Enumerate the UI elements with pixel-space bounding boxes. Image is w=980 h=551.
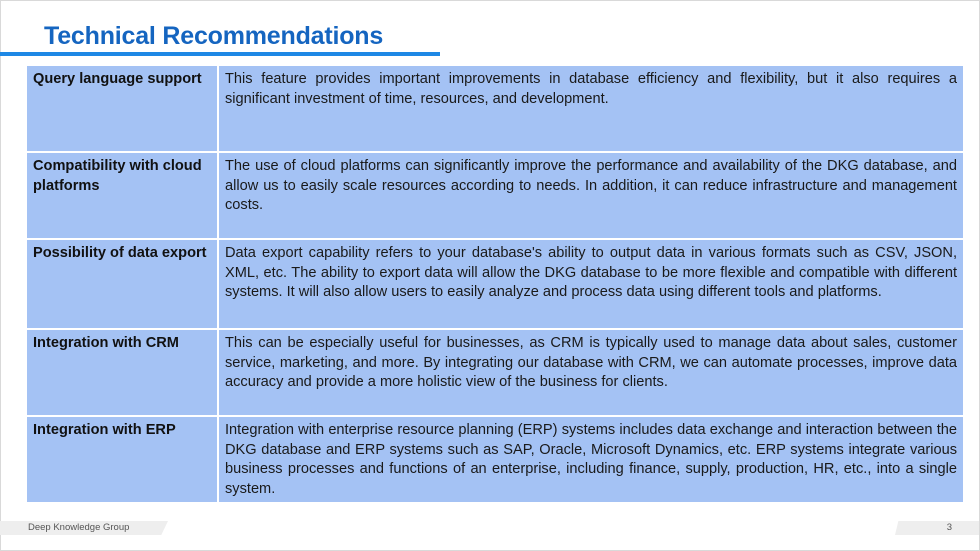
footer-company-name: Deep Knowledge Group bbox=[28, 522, 130, 533]
recommendations-table bbox=[25, 64, 965, 504]
row-description: This can be especially useful for businesses, as CRM is typically used to manage data about sales, customer service, marketing, and more. By integrating our database with CRM, we can automate processes, improve data accuracy and provide a more holistic view of the business for clients. bbox=[218, 329, 964, 416]
slide-title: Technical Recommendations bbox=[44, 22, 384, 50]
row-name: Possibility of data export bbox=[26, 239, 218, 329]
row-description: This feature provides important improvements in database efficiency and flexibility, but it also requires a significant investment of time, resources, and development. bbox=[218, 65, 964, 152]
row-name: Compatibility with cloud platforms bbox=[26, 152, 218, 239]
row-description: The use of cloud platforms can significantly improve the performance and availability of the DKG database, and allow us to easily scale resources according to needs. In addition, it can reduce infrastructure and management costs. bbox=[218, 152, 964, 239]
table-row bbox=[26, 239, 964, 329]
table-row bbox=[26, 329, 964, 416]
title-underline bbox=[0, 52, 440, 56]
row-description: Data export capability refers to your database's ability to output data in various formats such as CSV, JSON, XML, etc. The ability to export data will allow the DKG database to be more flexible and compatible with different systems. It will also allow users to easily analyze and process data using different tools and platforms. bbox=[218, 239, 964, 329]
page-number: 3 bbox=[946, 522, 952, 533]
footer-right-band bbox=[895, 521, 979, 535]
row-name: Integration with CRM bbox=[26, 329, 218, 416]
table-row bbox=[26, 65, 964, 152]
row-name: Query language support bbox=[26, 65, 218, 152]
table-row bbox=[26, 152, 964, 239]
table-row bbox=[26, 416, 964, 503]
row-description: Integration with enterprise resource planning (ERP) systems includes data exchange and interaction between the DKG database and ERP systems such as SAP, Oracle, Microsoft Dynamics, etc. ERP systems integrate various business processes and functions of an enterprise, including finance, supply, production, HR, etc., into a single system. bbox=[218, 416, 964, 503]
row-name: Integration with ERP bbox=[26, 416, 218, 503]
